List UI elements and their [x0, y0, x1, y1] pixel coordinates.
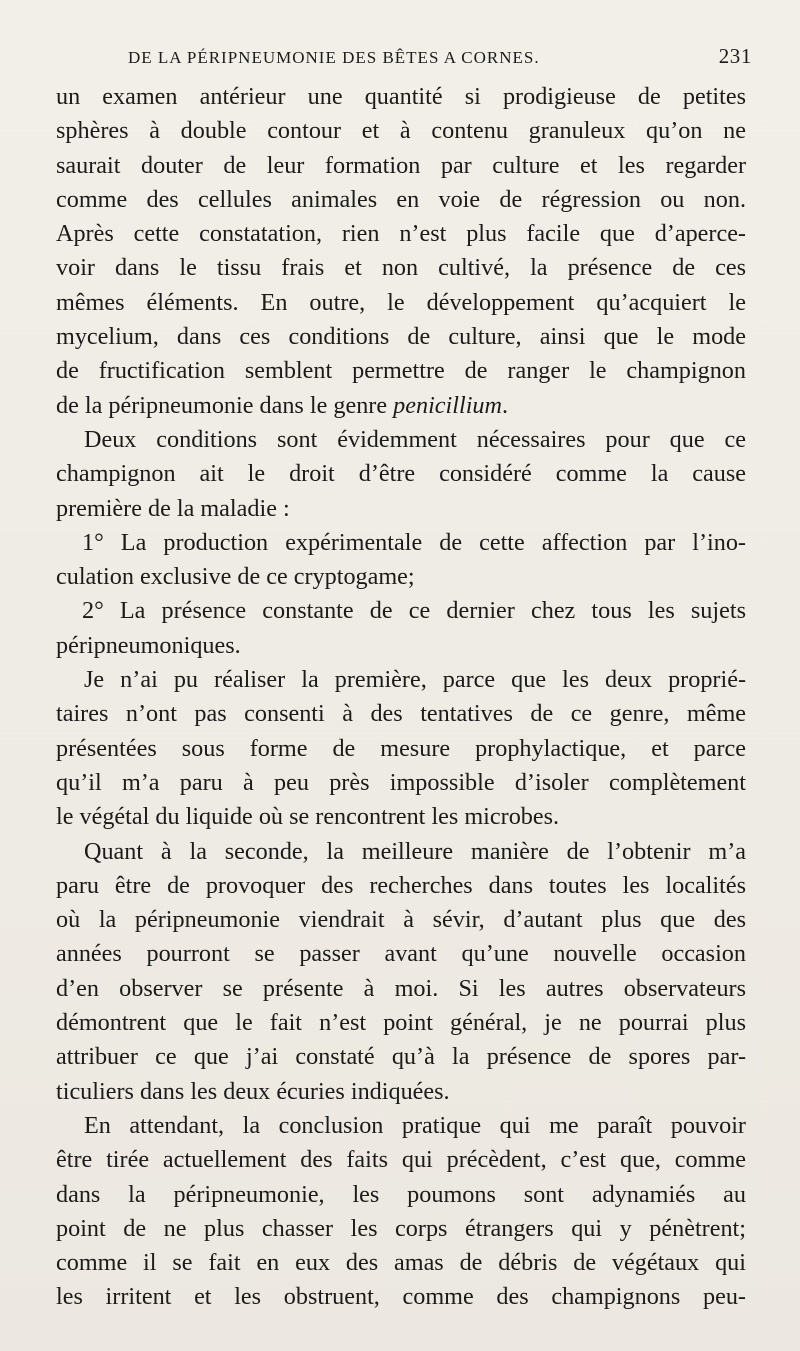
text-line: Quant à la seconde, la meilleure manière de l’obtenir m’a	[84, 837, 746, 865]
text-line: années pourront se passer avant qu’une nouvelle occasion	[56, 940, 746, 968]
text-line: 2° La présence constante de ce dernier chez tous les sujets	[82, 597, 746, 625]
text-line: d’en observer se présente à moi. Si les autres observateurs	[56, 974, 746, 1002]
body-text	[56, 80, 746, 1315]
text-line: être tirée actuellement des faits qui précèdent, c’est que, comme	[56, 1146, 746, 1174]
text-line: où la péripneumonie viendrait à sévir, d’autant plus que des	[56, 906, 746, 934]
text-line: voir dans le tissu frais et non cultivé, la présence de ces	[56, 254, 746, 282]
text-line: comme il se fait en eux des amas de débris de végétaux qui	[56, 1249, 746, 1277]
text-line: mêmes éléments. En outre, le développement qu’acquiert le	[56, 288, 746, 316]
text-line: paru être de provoquer des recherches dans toutes les localités	[56, 871, 746, 899]
paragraph	[56, 423, 746, 526]
text-line: comme des cellules animales en voie de régression ou non.	[56, 185, 746, 213]
paragraph	[56, 80, 746, 423]
text-line: péripneumoniques.	[56, 631, 241, 659]
page-header	[128, 44, 752, 74]
text-line: de fructification semblent permettre de ranger le champignon	[56, 357, 746, 385]
text-line: ticuliers dans les deux écuries indiquées.	[56, 1077, 450, 1105]
paragraph	[56, 835, 746, 1109]
text-line: le végétal du liquide où se rencontrent les microbes.	[56, 803, 560, 831]
text-line: mycelium, dans ces conditions de culture, ainsi que le mode	[56, 323, 746, 351]
text-line: première de la maladie :	[56, 494, 290, 522]
text-line: sphères à double contour et à contenu granuleux qu’on ne	[56, 117, 746, 145]
text-line: saurait douter de leur formation par culture et les regarder	[56, 151, 746, 179]
numbered-item	[56, 594, 746, 663]
text-line: dans la péripneumonie, les poumons sont adynamiés au	[56, 1180, 746, 1208]
text-line: culation exclusive de ce cryptogame;	[56, 563, 415, 591]
text-line: un examen antérieur une quantité si prodigieuse de petites	[56, 83, 746, 110]
text-line: démontrent que le fait n’est point général, je ne pourrai plus	[56, 1009, 746, 1037]
text-line: En attendant, la conclusion pratique qui me paraît pouvoir	[84, 1111, 746, 1139]
text-line: les irritent et les obstruent, comme des champignons peu-	[56, 1283, 746, 1311]
paragraph	[56, 663, 746, 834]
text-line: point de ne plus chasser les corps étrangers qui y pénètrent;	[56, 1214, 746, 1242]
text-line: attribuer ce que j’ai constaté qu’à la présence de spores par-	[56, 1043, 746, 1071]
running-title: DE LA PÉRIPNEUMONIE DES BÊTES A CORNES.	[128, 48, 540, 67]
text-line: Après cette constatation, rien n’est plus facile que d’aperce-	[56, 220, 746, 248]
text-line: 1° La production expérimentale de cette affection par l’ino-	[82, 528, 746, 556]
text-segment: .	[501, 391, 509, 419]
text-line: taires n’ont pas consenti à des tentatives de ce genre, même	[56, 700, 746, 728]
text-line: Deux conditions sont évidemment nécessaires pour que ce	[84, 425, 746, 453]
text-segment: de la péripneumonie dans le genre	[56, 391, 394, 419]
text-line: Je n’ai pu réaliser la première, parce que les deux proprié-	[84, 666, 746, 694]
numbered-item	[56, 526, 746, 595]
page-number: 231	[718, 44, 752, 68]
paragraph	[56, 1109, 746, 1315]
text-line: présentées sous forme de mesure prophylactique, et parce	[56, 734, 746, 762]
italic-term: penicillium	[393, 391, 502, 419]
text-line: champignon ait le droit d’être considéré comme la cause	[56, 460, 746, 488]
text-line: qu’il m’a paru à peu près impossible d’isoler complètement	[56, 768, 746, 796]
text-line	[56, 389, 746, 423]
